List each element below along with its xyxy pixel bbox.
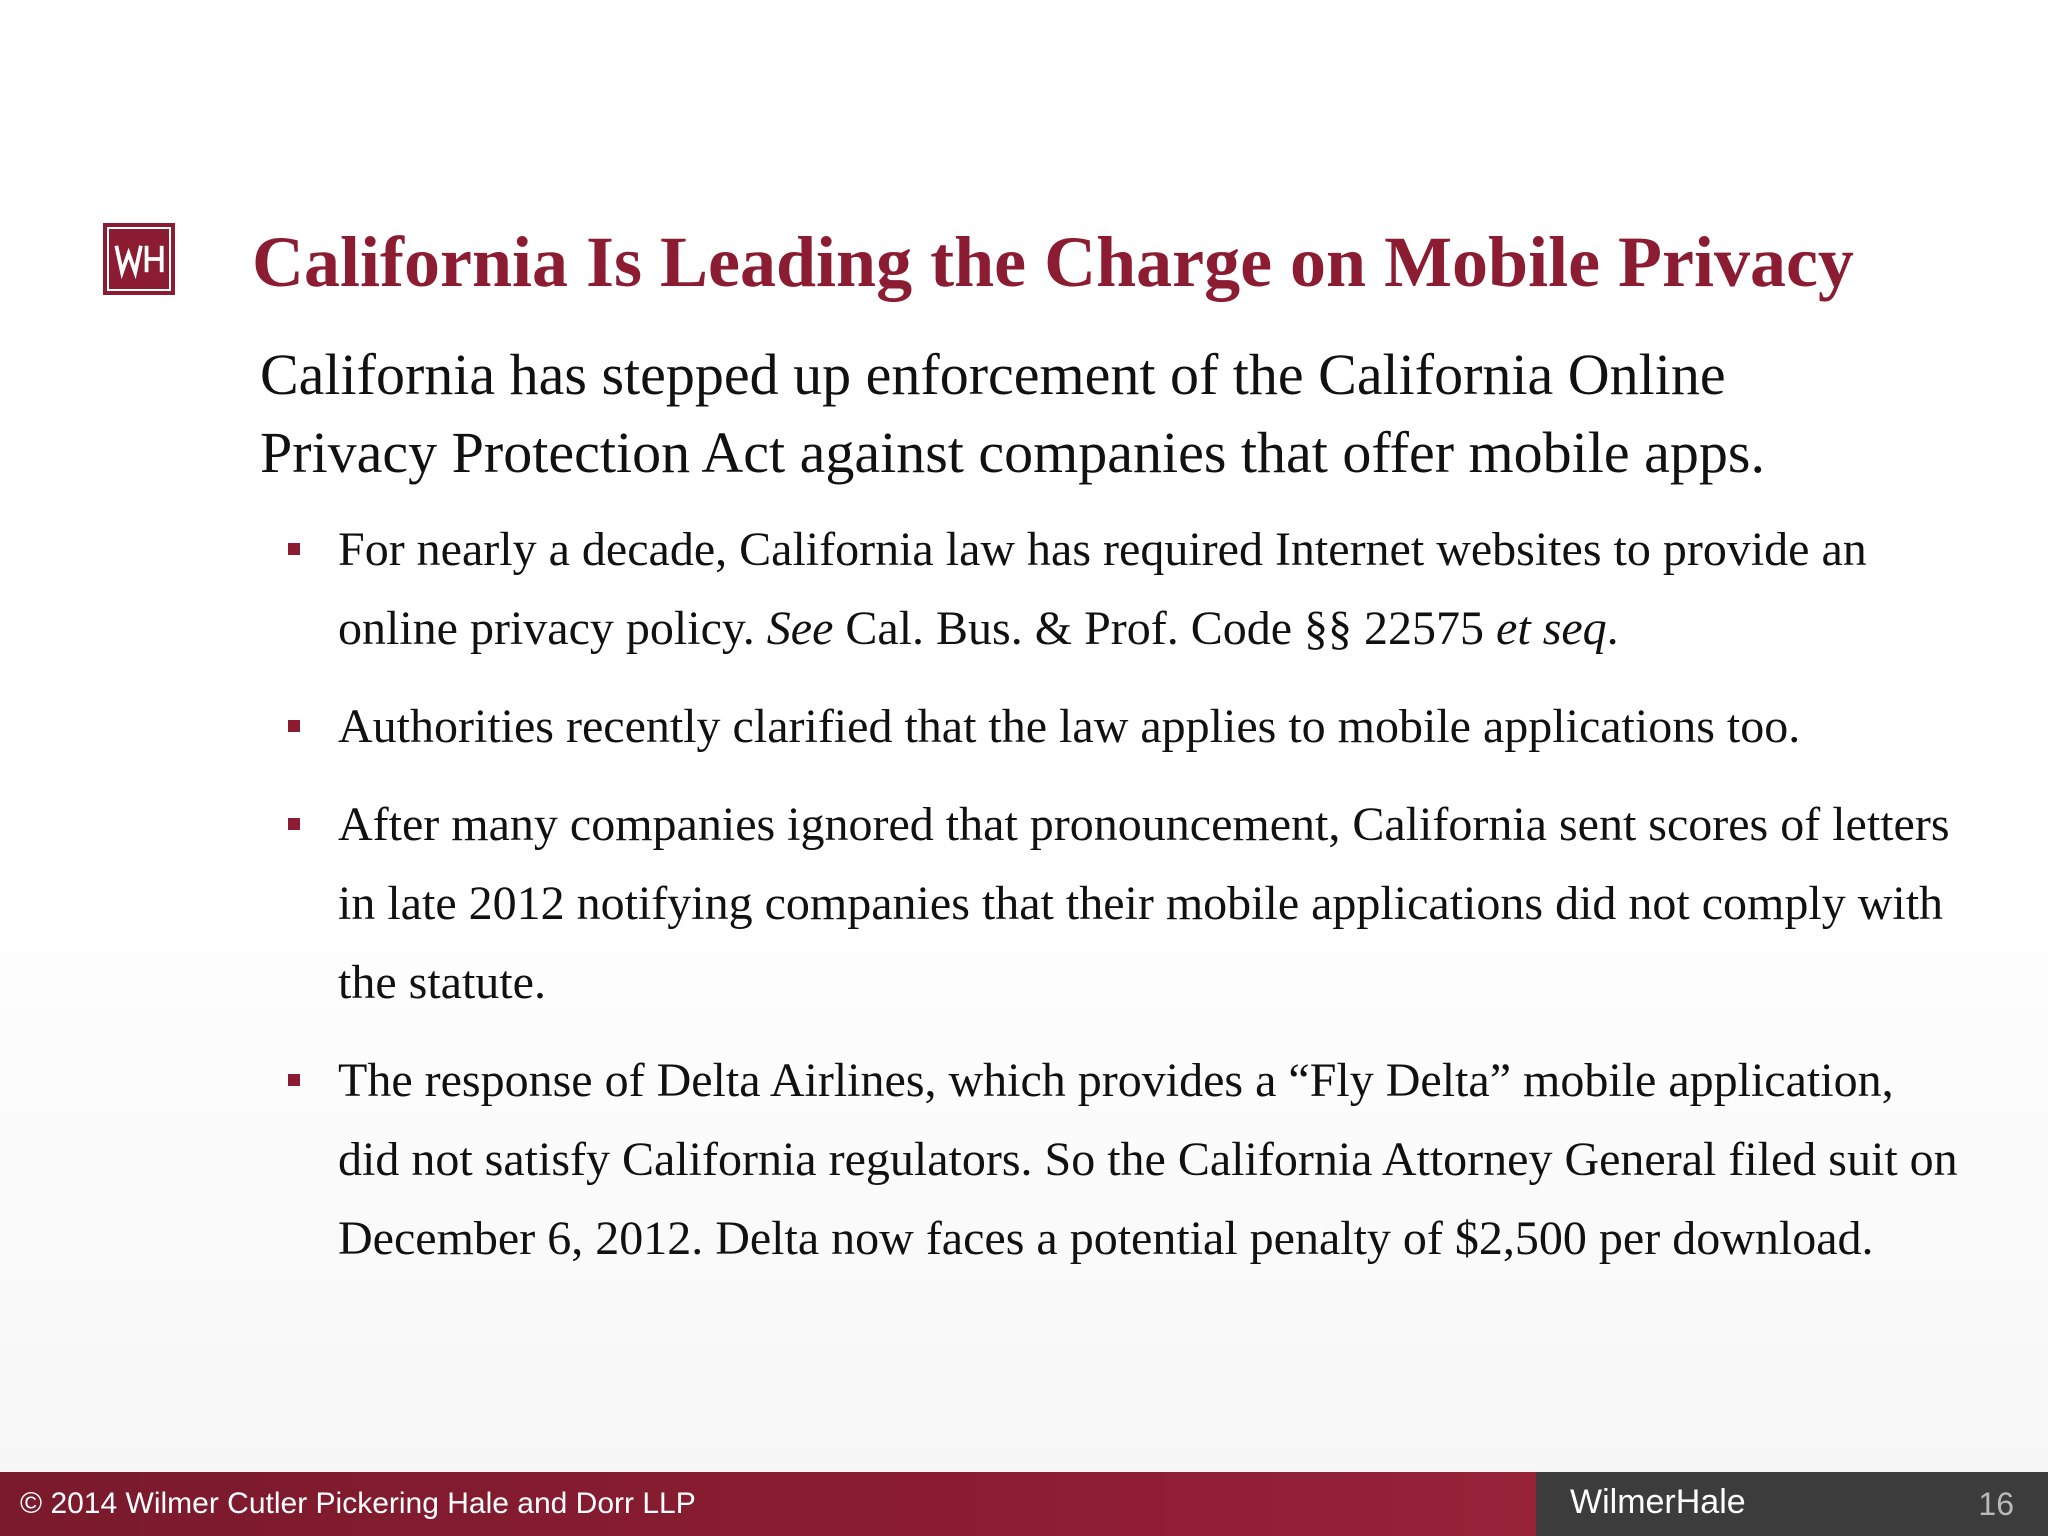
bullet-square-icon	[288, 1074, 300, 1086]
citation-period: .	[1606, 602, 1619, 655]
wilmerhale-logo	[103, 223, 175, 295]
bullet-square-icon	[288, 543, 300, 555]
bullet-text: After many companies ignored that pronouncement, California sent scores of letters in late 2012 notifying companies that their mobile applications did not comply with the statute.	[338, 798, 1950, 1009]
page-number: 16	[1978, 1486, 2014, 1522]
slide-title: California Is Leading the Charge on Mobile Privacy	[252, 222, 1854, 302]
slide-footer	[0, 1472, 2048, 1536]
intro-paragraph: California has stepped up enforcement of the California Online Privacy Protection Act against companies that offer mobile apps.	[260, 342, 1765, 485]
bullet-item	[286, 785, 1966, 1022]
footer-left-band	[0, 1472, 1536, 1536]
bullet-text: For nearly a decade, California law has required Internet websites to provide an online privacy policy.	[338, 523, 1867, 655]
bullet-item	[286, 1041, 1966, 1278]
footer-brand: WilmerHale	[1570, 1483, 1746, 1521]
bullet-square-icon	[288, 720, 300, 732]
citation-text: Cal. Bus. & Prof. Code §§ 22575	[833, 602, 1497, 655]
copyright-text: © 2014 Wilmer Cutler Pickering Hale and Dorr LLP	[20, 1487, 696, 1520]
bullet-text: The response of Delta Airlines, which provides a “Fly Delta” mobile application, did not satisfy California regulators. So the California Attorney General filed suit on December 6, 2012. Delta now faces a potential penalty of $2,500 per download.	[338, 1054, 1958, 1265]
wh-logo-icon	[105, 225, 173, 293]
citation-signal: See	[766, 602, 834, 655]
citation-et-seq: et seq	[1496, 602, 1607, 655]
bullet-list	[286, 510, 1966, 1297]
bullet-square-icon	[288, 818, 300, 830]
bullet-item	[286, 510, 1966, 668]
bullet-item	[286, 687, 1966, 766]
bullet-text: Authorities recently clarified that the law applies to mobile applications too.	[338, 700, 1801, 753]
